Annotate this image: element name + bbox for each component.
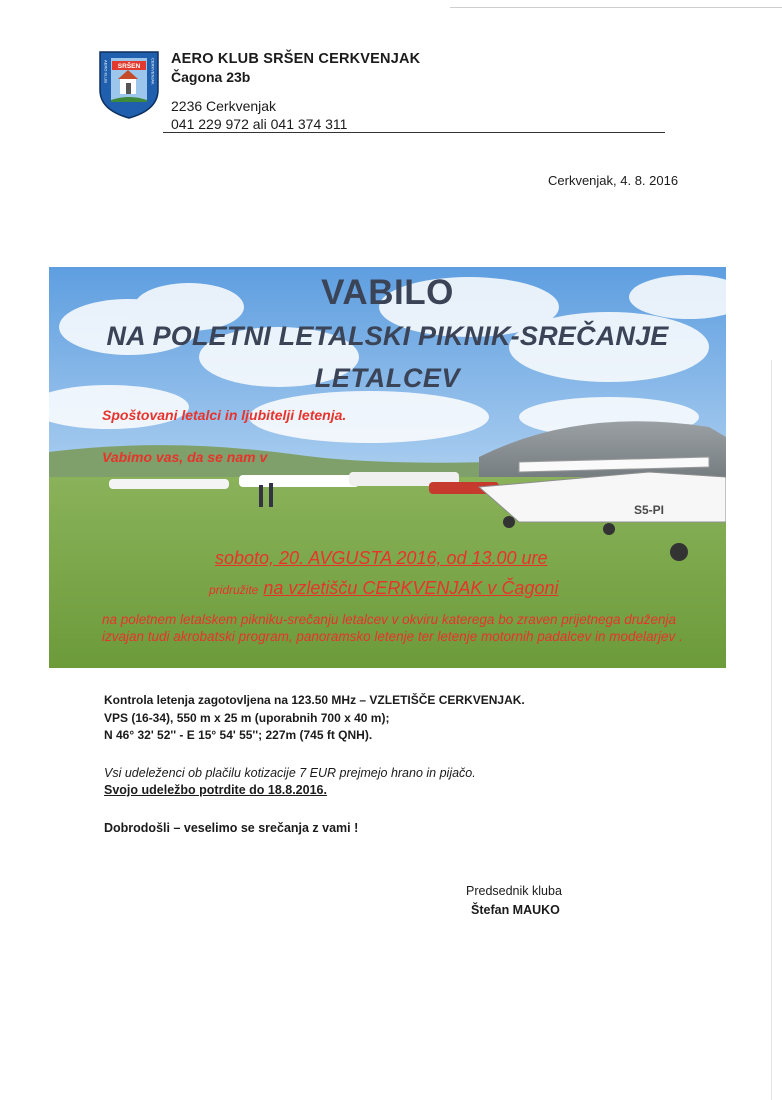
confirm-deadline: Svojo udeležbo potrdite do 18.8.2016. [104,783,327,797]
club-street: Čagona 23b [171,69,251,85]
event-place-name: na vzletišču CERKVENJAK v Čagoni [263,578,559,598]
event-description: na poletnem letalskem pikniku-srečanju letalcev v okviru katerega bo zraven prijetnega druženja izvajan tudi akrobatski program, panoramsko letenje ter letenje motornih padalcev in modelarjev . [102,612,683,644]
fee-note: Vsi udeleženci ob plačilu kotizacije 7 EUR prejmejo hrano in pijačo. [104,766,476,780]
plane-registration: S5-PI [634,503,665,517]
logo-side-right: CERKVENJAK [150,58,156,85]
letterhead-divider [163,132,665,133]
info-runway: VPS (16-34), 550 m x 25 m (uporabnih 700 x 40 m); [104,711,390,725]
club-phone: 041 229 972 ali 041 374 311 [171,116,348,132]
invitation-banner [49,267,726,668]
event-date: soboto, 20. AVGUSTA 2016, od 13.00 ure [215,548,548,568]
signature-role: Predsednik kluba [466,884,562,898]
logo-text: SRŠEN [117,63,141,70]
page-edge-right [771,360,772,1100]
greeting-text: Spoštovani letalci in ljubitelji letenja. [102,407,347,423]
welcome-text: Dobrodošli – veselimo se srečanja z vami ! [104,821,359,835]
invitation-subtitle-line1: NA POLETNI LETALSKI PIKNIK-SREČANJE [106,321,669,351]
invitation-subtitle-line2: LETALCEV [314,363,461,393]
invitation-title: VABILO [321,273,454,312]
letter-date: Cerkvenjak, 4. 8. 2016 [548,173,679,188]
signature-name: Štefan MAUKO [471,903,560,917]
event-place-prefix: pridružite [209,583,259,597]
page-edge-top [450,7,782,8]
event-place [209,578,558,599]
club-city: 2236 Cerkvenjak [171,98,277,114]
logo-side-left: AERO KLUB [103,60,109,83]
info-radio: Kontrola letenja zagotovljena na 123.50 MHz – VZLETIŠČE CERKVENJAK. [104,693,525,707]
club-name: AERO KLUB SRŠEN CERKVENJAK [171,51,421,67]
info-coordinates: N 46° 32' 52'' - E 15° 54' 55''; 227m (745 ft QNH). [104,728,373,742]
club-logo [96,50,162,120]
invite-text: Vabimo vas, da se nam v [102,449,268,465]
